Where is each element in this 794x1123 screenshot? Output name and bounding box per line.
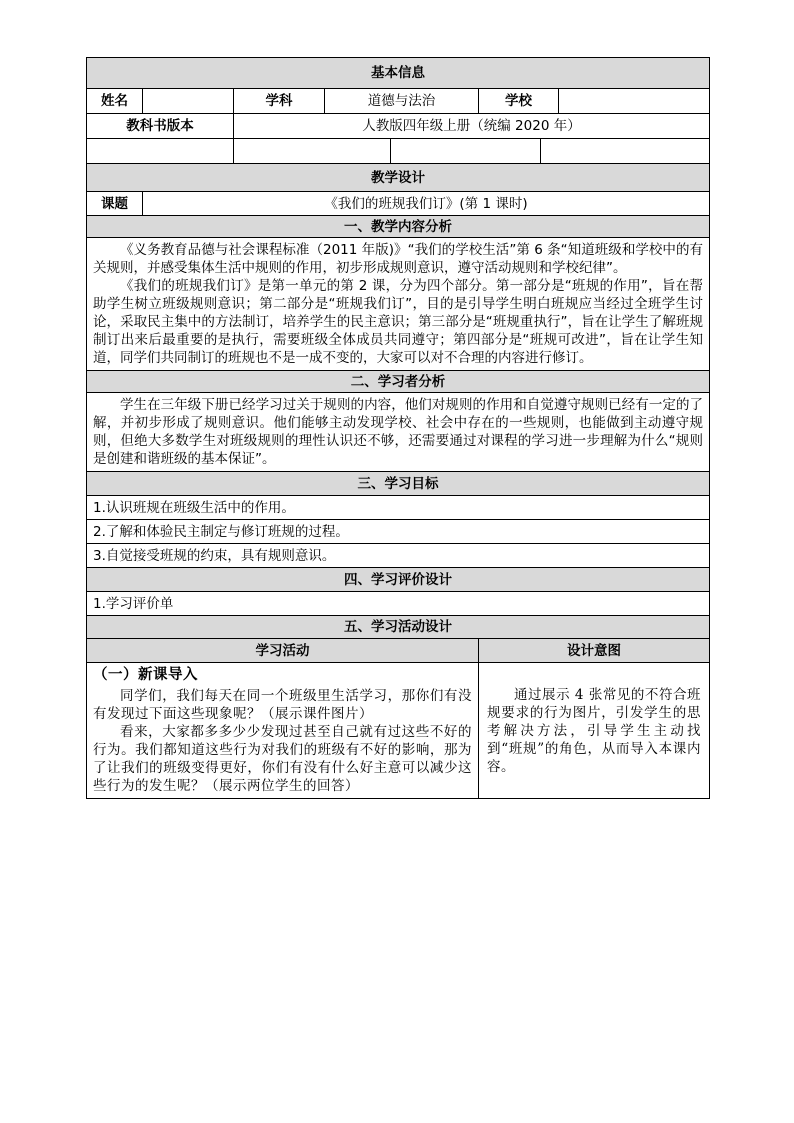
evaluation-header: 四、学习评价设计	[87, 568, 710, 592]
activities-header: 五、学习活动设计	[87, 616, 710, 639]
subject-value: 道德与法治	[325, 89, 479, 114]
activity-paragraph: 同学们，我们每天在同一个班级里生活学习，那你们有没有发现过下面这些现象呢？（展示课件图片）	[93, 688, 472, 722]
learner-analysis-header: 二、学习者分析	[87, 371, 710, 393]
topic-label: 课题	[87, 192, 143, 216]
name-label: 姓名	[87, 89, 143, 114]
topic-value: 《我们的班规我们订》(第 1 课时)	[143, 192, 710, 216]
evaluation-item: 1.学习评价单	[87, 592, 710, 616]
activity-column-header: 学习活动	[87, 639, 479, 663]
name-value[interactable]	[143, 89, 234, 114]
activity-section-title: （一）新课导入	[93, 667, 198, 683]
blank-cell	[234, 139, 391, 164]
content-analysis-paragraph: 《我们的班规我们订》是第一单元的第 2 课，分为四个部分。第一部分是“班规的作用”，旨在帮助学生树立班级规则意识；第二部分是“班规我们订”，目的是引导学生明白班规应当经过全班学生讨论，采取民主集中的方法制订，培养学生的民主意识；第三部分是“班规重执行”，旨在让学生了解班规制订出来后最重要的是执行，需要班级全体成员共同遵守；第四部分是“班规可改进”，旨在让学生知道，同学们共同制订的班规也不是一成不变的，大家可以对不合理的内容进行修订。	[93, 278, 703, 366]
design-header: 教学设计	[87, 164, 710, 192]
objective-item: 1.认识班规在班级生活中的作用。	[87, 496, 710, 520]
learner-analysis-paragraph: 学生在三年级下册已经学习过关于规则的内容，他们对规则的作用和自觉遵守规则已经有一定的了解，并初步形成了规则意识。他们能够主动发现学校、社会中存在的一些规则，也能做到主动遵守规则，但绝大多数学生对班级规则的理性认识还不够，还需要通过对课程的学习进一步理解为什么“规则是创建和谐班级的基本保证”。	[93, 397, 703, 467]
blank-cell	[541, 139, 710, 164]
subject-label: 学科	[234, 89, 325, 114]
school-value[interactable]	[559, 89, 710, 114]
intent-text: 通过展示 4 张常见的不符合班规要求的行为图片，引发学生的思考解决方法，引导学生主动找到“班规”的角色，从而导入本课内容。	[487, 686, 701, 775]
edition-label: 教科书版本	[87, 114, 234, 139]
activity-cell	[87, 663, 479, 799]
edition-value: 人教版四年级上册（统编 2020 年）	[234, 114, 710, 139]
objective-item: 3.自觉接受班规的约束，具有规则意识。	[87, 544, 710, 568]
intent-column-header: 设计意图	[479, 639, 710, 663]
blank-cell	[87, 139, 234, 164]
school-label: 学校	[479, 89, 559, 114]
content-analysis-paragraph: 《义务教育品德与社会课程标准（2011 年版)》“我们的学校生活”第 6 条“知道班级和学校中的有关规则，并感受集体生活中规则的作用，初步形成规则意识，遵守活动规则和学校纪律”。	[93, 242, 703, 276]
content-analysis-header: 一、教学内容分析	[87, 216, 710, 238]
content-analysis-body	[87, 238, 710, 371]
activity-paragraph: 看来，大家都多多少少发现过甚至自己就有过这些不好的行为。我们都知道这些行为对我们的班级有不好的影响，那为了让我们的班级变得更好，你们有没有什么好主意可以减少这些行为的发生呢？（展示两位学生的回答）	[93, 724, 472, 794]
intent-cell	[479, 663, 710, 799]
basic-info-header: 基本信息	[87, 58, 710, 89]
objective-item: 2.了解和体验民主制定与修订班规的过程。	[87, 520, 710, 544]
objectives-header: 三、学习目标	[87, 472, 710, 496]
blank-cell	[391, 139, 541, 164]
lesson-plan-table	[86, 57, 710, 799]
learner-analysis-body	[87, 393, 710, 472]
